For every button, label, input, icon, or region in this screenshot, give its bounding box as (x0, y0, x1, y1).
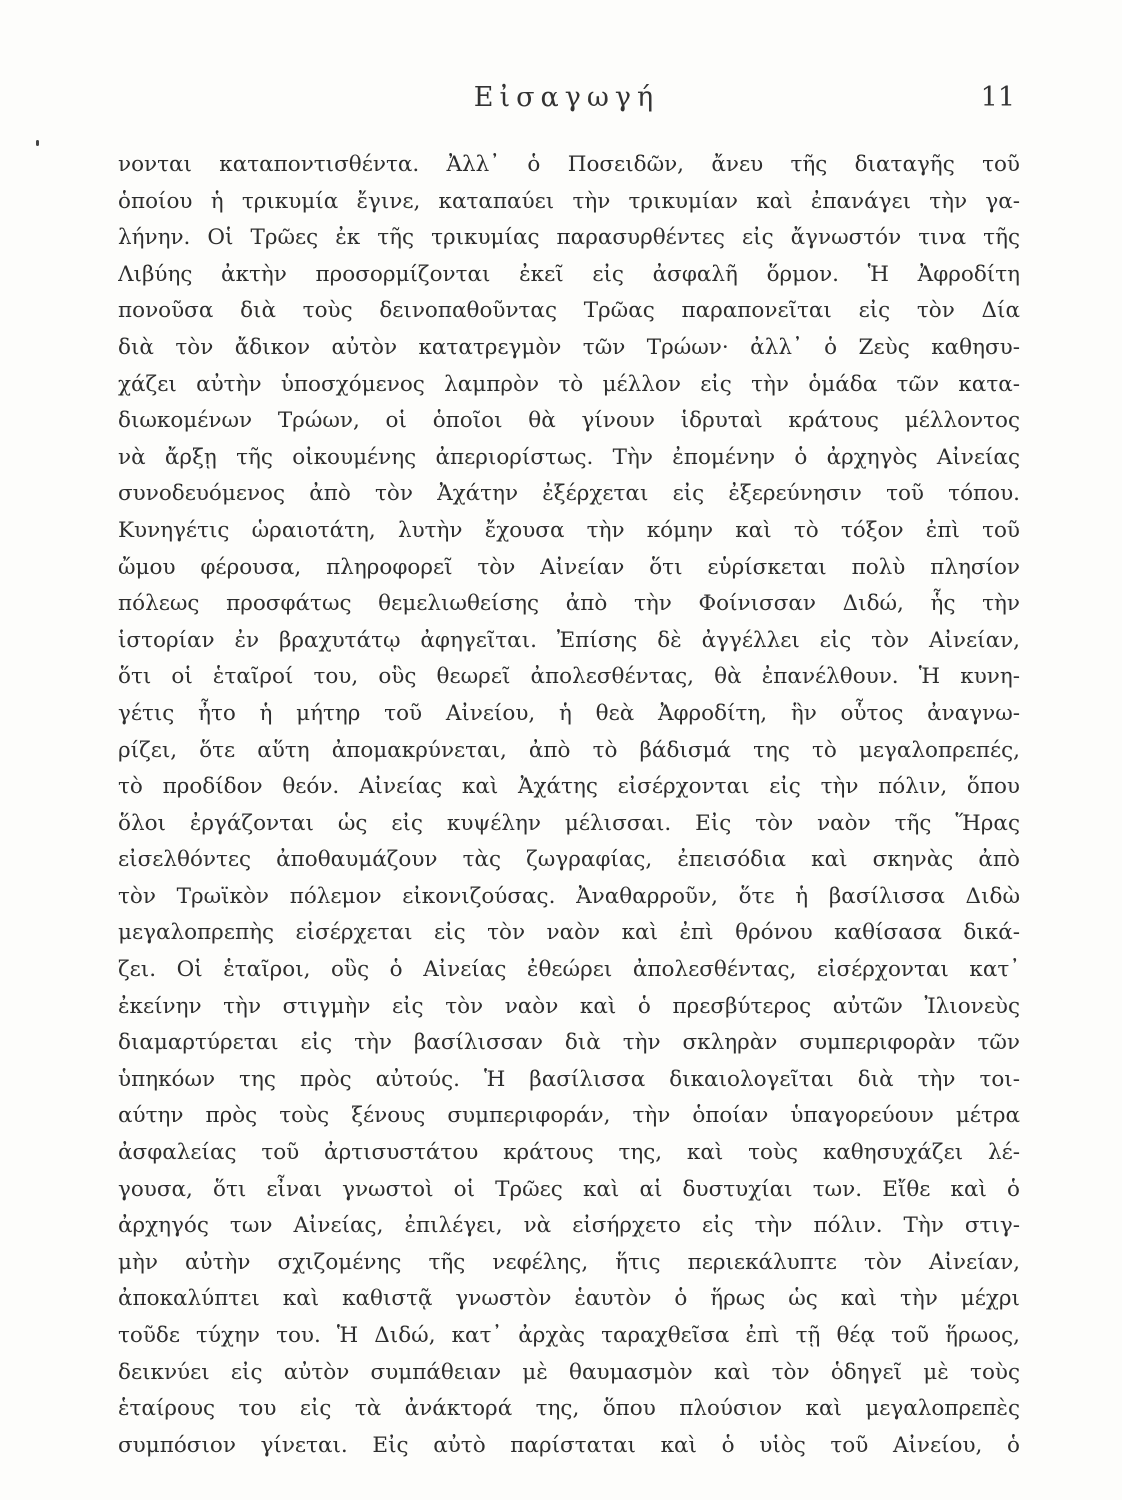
text-line: πονοῦσα διὰ τοὺς δεινοπαθοῦντας Τρῶας παραπονεῖται εἰς τὸν Δία (118, 298, 1020, 324)
text-line: γουσα, ὅτι εἶναι γνωστοὶ οἱ Τρῶες καὶ αἱ δυστυχίαι των. Εἴθε καὶ ὁ (118, 1176, 1020, 1202)
text-line: νὰ ἄρξῃ τῆς οἰκουμένης ἀπεριορίστως. Τὴν ἐπομένην ὁ ἀρχηγὸς Αἰνείας (118, 444, 1020, 470)
text-line: δεικνύει εἰς αὐτὸν συμπάθειαν μὲ θαυμασμὸν καὶ τὸν ὁδηγεῖ μὲ τοὺς (118, 1359, 1020, 1385)
running-title: Εἰσαγωγή (473, 82, 660, 113)
text-line: διωκομένων Τρώων, οἱ ὁποῖοι θὰ γίνουν ἱδρυταὶ κράτους μέλλοντος (118, 408, 1020, 434)
text-line: ἑταίρους του εἰς τὰ ἀνάκτορά της, ὅπου πλούσιον καὶ μεγαλοπρεπὲς (118, 1396, 1020, 1422)
text-line: συνοδευόμενος ἀπὸ τὸν Ἀχάτην ἐξέρχεται εἰς ἐξερεύνησιν τοῦ τόπου. (118, 481, 1020, 507)
text-line: συμπόσιον γίνεται. Εἰς αὐτὸ παρίσταται καὶ ὁ υἱὸς τοῦ Αἰνείου, ὁ (118, 1432, 1020, 1458)
text-line: λήνην. Οἱ Τρῶες ἐκ τῆς τρικυμίας παρασυρθέντες εἰς ἄγνωστόν τινα τῆς (118, 225, 1020, 251)
text-line: ὁποίου ἡ τρικυμία ἔγινε, καταπαύει τὴν τρικυμίαν καὶ ἐπανάγει τὴν γα- (118, 188, 1020, 214)
text-line: τοῦδε τύχην του. Ἡ Διδώ, κατ᾽ ἀρχὰς ταραχθεῖσα ἐπὶ τῇ θέᾳ τοῦ ἥρωος, (118, 1323, 1020, 1348)
page-header (118, 82, 1015, 122)
text-line: ὅτι οἱ ἑταῖροί του, οὓς θεωρεῖ ἀπολεσθέντας, θὰ ἐπανέλθουν. Ἡ κυνη- (118, 664, 1020, 690)
text-line: πόλεως προσφάτως θεμελιωθείσης ἀπὸ τὴν Φοίνισσαν Διδώ, ἧς τὴν (118, 591, 1020, 617)
text-line: διὰ τὸν ἄδικον αὐτὸν κατατρεγμὸν τῶν Τρώων· ἀλλ᾽ ὁ Ζεὺς καθησυ- (118, 334, 1020, 360)
text-line: ὅλοι ἐργάζονται ὡς εἰς κυψέλην μέλισσαι. Εἰς τὸν ναὸν τῆς Ἥρας (118, 810, 1020, 836)
text-line: ρίζει, ὅτε αὕτη ἀπομακρύνεται, ἀπὸ τὸ βάδισμά της τὸ μεγαλοπρεπές, (118, 737, 1020, 763)
text-line: Λιβύης ἀκτὴν προσορμίζονται ἐκεῖ εἰς ἀσφαλῆ ὅρμον. Ἡ Ἀφροδίτη (118, 261, 1020, 287)
text-line: ζει. Οἱ ἑταῖροι, οὓς ὁ Αἰνείας ἐθεώρει ἀπολεσθέντας, εἰσέρχονται κατ᾽ (118, 957, 1020, 983)
text-line: ὤμου φέρουσα, πληροφορεῖ τὸν Αἰνείαν ὅτι εὑρίσκεται πολὺ πλησίον (118, 554, 1020, 580)
text-line: μὴν αὐτὴν σχιζομένης τῆς νεφέλης, ἥτις περιεκάλυπτε τὸν Αἰνείαν, (118, 1249, 1020, 1275)
text-line: τὸν Τρωϊκὸν πόλεμον εἰκονιζούσας. Ἀναθαρροῦν, ὅτε ἡ βασίλισσα Διδὼ (118, 883, 1020, 909)
scan-speck (36, 140, 39, 146)
text-line: γέτις ἦτο ἡ μήτηρ τοῦ Αἰνείου, ἡ θεὰ Ἀφροδίτη, ἣν οὗτος ἀναγνω- (118, 700, 1020, 726)
text-line: ἀσφαλείας τοῦ ἀρτισυστάτου κράτους της, καὶ τοὺς καθησυχάζει λέ- (118, 1140, 1020, 1166)
text-line: εἰσελθόντες ἀποθαυμάζουν τὰς ζωγραφίας, ἐπεισόδια καὶ σκηνὰς ἀπὸ (118, 847, 1020, 873)
text-line: ἀρχηγός των Αἰνείας, ἐπιλέγει, νὰ εἰσήρχετο εἰς τὴν πόλιν. Τὴν στιγ- (118, 1213, 1020, 1239)
body-text (118, 147, 1020, 1464)
text-line: μεγαλοπρεπὴς εἰσέρχεται εἰς τὸν ναὸν καὶ ἐπὶ θρόνου καθίσασα δικά- (118, 920, 1020, 946)
text-line: ὑπηκόων της πρὸς αὐτούς. Ἡ βασίλισσα δικαιολογεῖται διὰ τὴν τοι- (118, 1066, 1020, 1092)
text-line: χάζει αὐτὴν ὑποσχόμενος λαμπρὸν τὸ μέλλον εἰς τὴν ὁμάδα τῶν κατα- (118, 371, 1020, 397)
page-number: 11 (980, 82, 1015, 113)
text-line: αύτην πρὸς τοὺς ξένους συμπεριφοράν, τὴν ὁποίαν ὑπαγορεύουν μέτρα (118, 1103, 1020, 1129)
text-line: ἀποκαλύπτει καὶ καθιστᾷ γνωστὸν ἑαυτὸν ὁ ἥρως ὡς καὶ τὴν μέχρι (118, 1286, 1020, 1312)
text-line: Κυνηγέτις ὡραιοτάτη, λυτὴν ἔχουσα τὴν κόμην καὶ τὸ τόξον ἐπὶ τοῦ (118, 517, 1020, 543)
text-line: νονται καταποντισθέντα. Ἀλλ᾽ ὁ Ποσειδῶν, ἄνευ τῆς διαταγῆς τοῦ (118, 152, 1020, 177)
text-line: ἐκείνην τὴν στιγμὴν εἰς τὸν ναὸν καὶ ὁ πρεσβύτερος αὐτῶν Ἰλιονεὺς (118, 993, 1020, 1019)
text-line: τὸ προδίδον θεόν. Αἰνείας καὶ Ἀχάτης εἰσέρχονται εἰς τὴν πόλιν, ὅπου (118, 774, 1020, 800)
text-line: διαμαρτύρεται εἰς τὴν βασίλισσαν διὰ τὴν σκληρὰν συμπεριφορὰν τῶν (118, 1030, 1020, 1056)
text-line: ἱστορίαν ἐν βραχυτάτῳ ἀφηγεῖται. Ἐπίσης δὲ ἀγγέλλει εἰς τὸν Αἰνείαν, (118, 627, 1020, 653)
